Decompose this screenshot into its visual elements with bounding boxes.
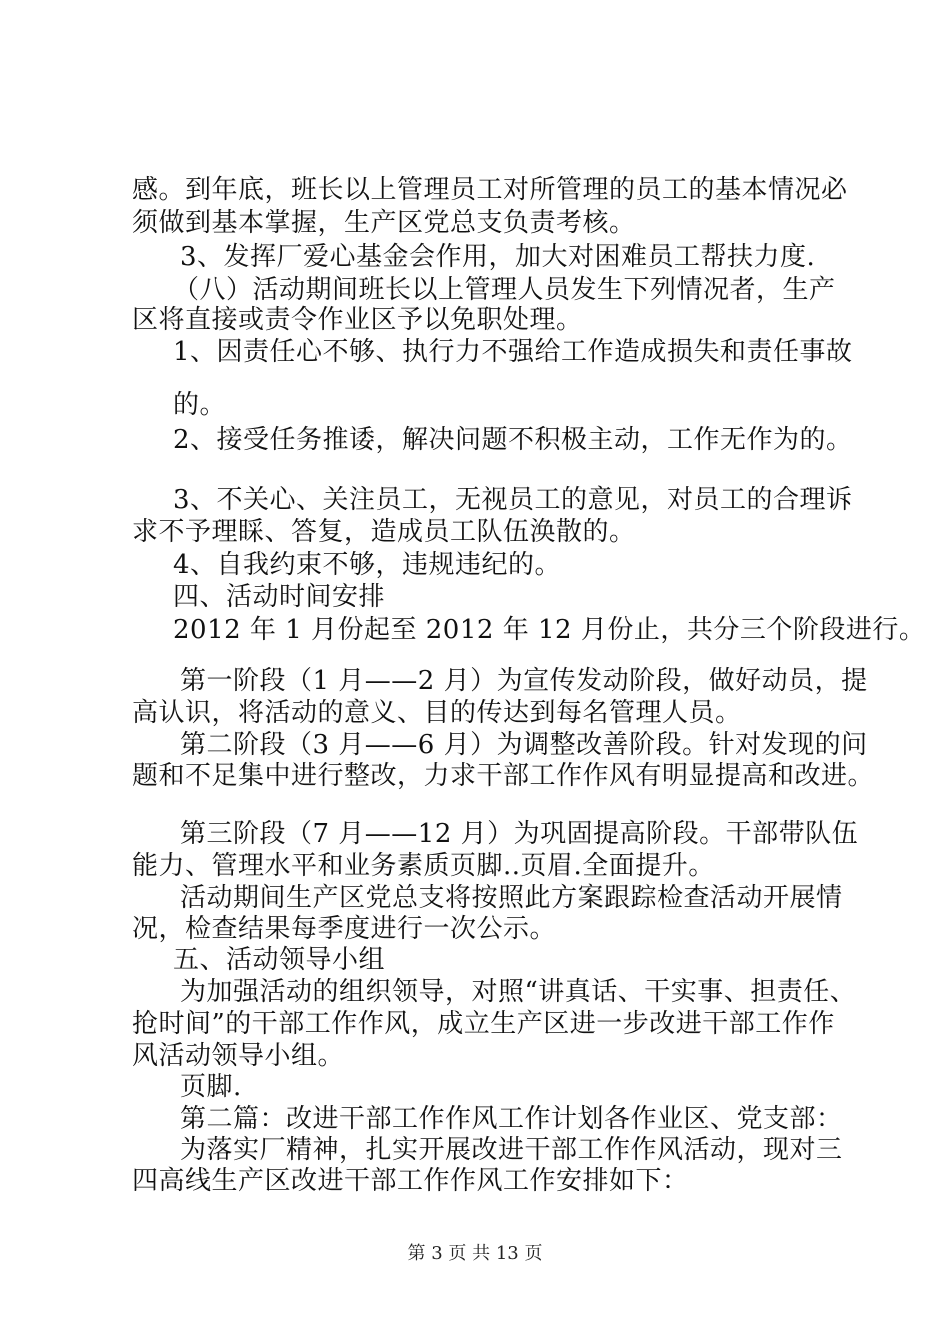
text-line: 4、自我约束不够，违规违纪的。 [173, 550, 562, 580]
text-line: 为加强活动的组织领导，对照“讲真话、干实事、担责任、 [180, 977, 857, 1007]
text-line: 题和不足集中进行整改，力求干部工作作风有明显提高和改进。 [132, 761, 875, 791]
text-line: 第二篇：改进干部工作作风工作计划各作业区、党支部： [180, 1104, 843, 1134]
text-line: 况，检查结果每季度进行一次公示。 [132, 914, 557, 944]
text-line: 第二阶段（3 月——6 月）为调整改善阶段。针对发现的问 [180, 730, 868, 760]
text-line: 求不予理睬、答复，造成员工队伍涣散的。 [132, 517, 636, 547]
text-line: 能力、管理水平和业务素质页脚..页眉.全面提升。 [132, 851, 715, 881]
text-line: 须做到基本掌握，生产区党总支负责考核。 [132, 208, 636, 238]
text-line: 2、接受任务推诿，解决问题不积极主动，工作无作为的。 [173, 425, 853, 455]
text-line: 活动期间生产区党总支将按照此方案跟踪检查活动开展情 [180, 883, 843, 913]
text-line: 四高线生产区改进干部工作作风工作安排如下： [132, 1166, 689, 1196]
text-line: 为落实厂精神，扎实开展改进干部工作作风活动，现对三 [180, 1135, 843, 1165]
text-line: 1、因责任心不够、执行力不强给工作造成损失和责任事故 [173, 337, 853, 367]
page-footer: 第 3 页 共 13 页 [407, 1243, 543, 1264]
section-heading: 五、活动领导小组 [173, 945, 386, 975]
text-line: 高认识，将活动的意义、目的传达到每名管理人员。 [132, 698, 742, 728]
text-line: 风活动领导小组。 [132, 1041, 345, 1071]
text-line: 区将直接或责令作业区予以免职处理。 [132, 305, 583, 335]
text-line: 第一阶段（1 月——2 月）为宣传发动阶段，做好动员，提 [180, 666, 868, 696]
text-line: 感。到年底，班长以上管理员工对所管理的员工的基本情况必 [132, 175, 848, 205]
text-line: 页脚. [180, 1072, 242, 1102]
text-line: 第三阶段（7 月——12 月）为巩固提高阶段。干部带队伍 [180, 819, 859, 849]
text-line: 抢时间”的干部工作作风，成立生产区进一步改进干部工作作 [132, 1009, 835, 1039]
text-line: （八）活动期间班长以上管理人员发生下列情况者，生产 [173, 275, 836, 305]
text-line: 3、不关心、关注员工，无视员工的意见，对员工的合理诉 [173, 485, 853, 515]
text-line: 的。 [173, 390, 227, 420]
text-line: 3、发挥厂爱心基金会作用，加大对困难员工帮扶力度. [180, 242, 816, 272]
text-line: 2012 年 1 月份起至 2012 年 12 月份止，共分三个阶段进行。 [173, 615, 926, 645]
section-heading: 四、活动时间安排 [173, 582, 386, 612]
